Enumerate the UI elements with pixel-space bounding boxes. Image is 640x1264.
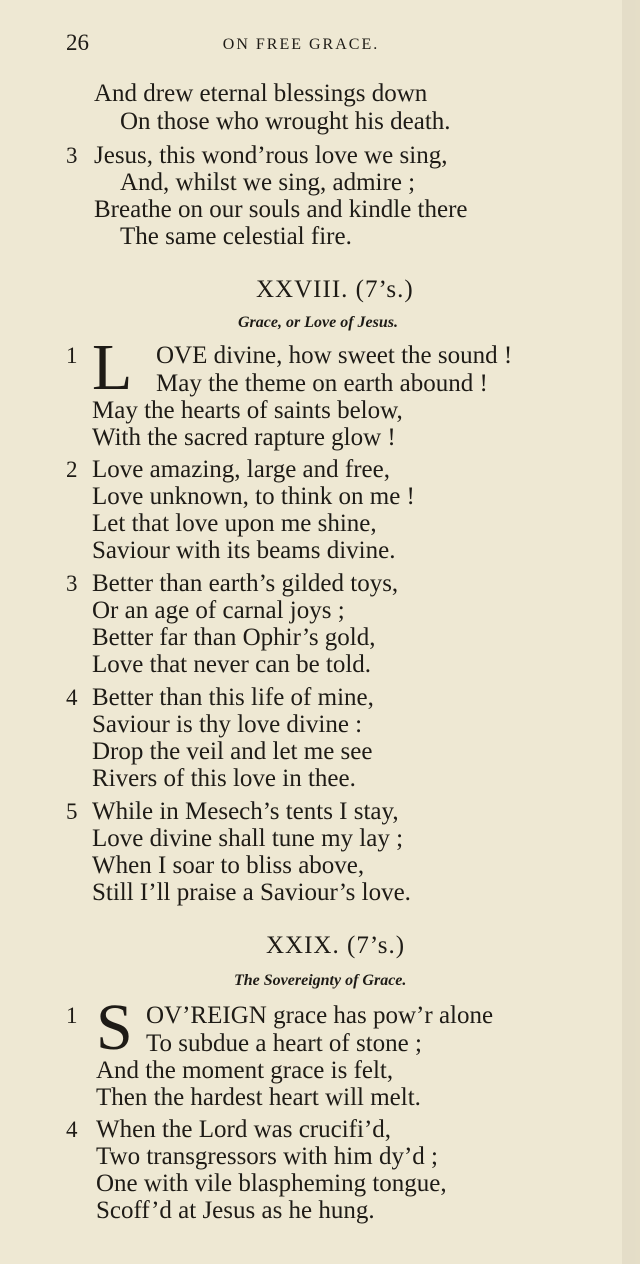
verse-line: Love amazing, large and free,: [92, 456, 390, 483]
drop-cap: L: [92, 331, 133, 404]
verse-number: 1: [66, 343, 78, 368]
verse-number: 4: [66, 1117, 78, 1142]
verse-line: May the theme on earth abound !: [156, 370, 488, 397]
verse-line: And drew eternal blessings down: [94, 80, 428, 107]
hymn-subtitle: Grace, or Love of Jesus.: [238, 314, 398, 331]
hymn-subtitle: The Sovereignty of Grace.: [234, 972, 407, 989]
running-head: ON FREE GRACE.: [222, 36, 380, 53]
verse-line: On those who wrought his death.: [120, 108, 451, 135]
hymn-title: XXVIII. (7’s.): [256, 276, 414, 303]
verse-number: 5: [66, 799, 78, 824]
verse-line: Then the hardest heart will melt.: [96, 1084, 421, 1111]
drop-cap: S: [96, 991, 133, 1064]
verse-number: 4: [66, 685, 78, 710]
verse-number: 1: [66, 1003, 78, 1028]
verse-line: Better than this life of mine,: [92, 684, 374, 711]
verse-line: Let that love upon me shine,: [92, 510, 377, 537]
verse-line: And, whilst we sing, admire ;: [120, 169, 416, 196]
verse-line: When the Lord was crucifi’d,: [96, 1116, 392, 1143]
verse-line: Still I’ll praise a Saviour’s love.: [92, 879, 411, 906]
verse-number: 2: [66, 457, 78, 482]
verse-line: Or an age of carnal joys ;: [92, 597, 345, 624]
verse-line: OV’REIGN grace has pow’r alone: [146, 1002, 494, 1029]
verse-line: Saviour with its beams divine.: [92, 537, 396, 564]
verse-line: When I soar to bliss above,: [92, 852, 365, 879]
verse-line: Two transgressors with him dy’d ;: [96, 1143, 438, 1170]
show-through-margin: [622, 0, 640, 1264]
verse-line: Scoff’d at Jesus as he hung.: [96, 1197, 375, 1224]
verse-line: Love divine shall tune my lay ;: [92, 825, 404, 852]
page-number: 26: [66, 30, 89, 55]
verse-line: Love that never can be told.: [92, 651, 372, 678]
page-header: [66, 30, 536, 60]
verse-line: With the sacred rapture glow !: [92, 424, 396, 451]
verse-number: 3: [66, 143, 78, 168]
verse-line: Drop the veil and let me see: [92, 738, 373, 765]
verse-line: To subdue a heart of stone ;: [146, 1030, 422, 1057]
verse-line: One with vile blaspheming tongue,: [96, 1170, 447, 1197]
verse-line: Saviour is thy love divine :: [92, 711, 363, 738]
verse-line: Love unknown, to think on me !: [92, 483, 415, 510]
verse-line: And the moment grace is felt,: [96, 1057, 394, 1084]
hymn-title: XXIX. (7’s.): [266, 932, 406, 959]
verse-line: Rivers of this love in thee.: [92, 765, 356, 792]
verse-number: 3: [66, 571, 78, 596]
verse-line: While in Mesech’s tents I stay,: [92, 798, 399, 825]
verse-line: Jesus, this wond’rous love we sing,: [94, 142, 448, 169]
verse-line: Breathe on our souls and kindle there: [94, 196, 468, 223]
verse-line: Better than earth’s gilded toys,: [92, 570, 399, 597]
verse-line: May the hearts of saints below,: [92, 397, 403, 424]
verse-line: OVE divine, how sweet the sound !: [156, 342, 513, 369]
verse-line: Better far than Ophir’s gold,: [92, 624, 376, 651]
verse-line: The same celestial fire.: [120, 223, 352, 250]
